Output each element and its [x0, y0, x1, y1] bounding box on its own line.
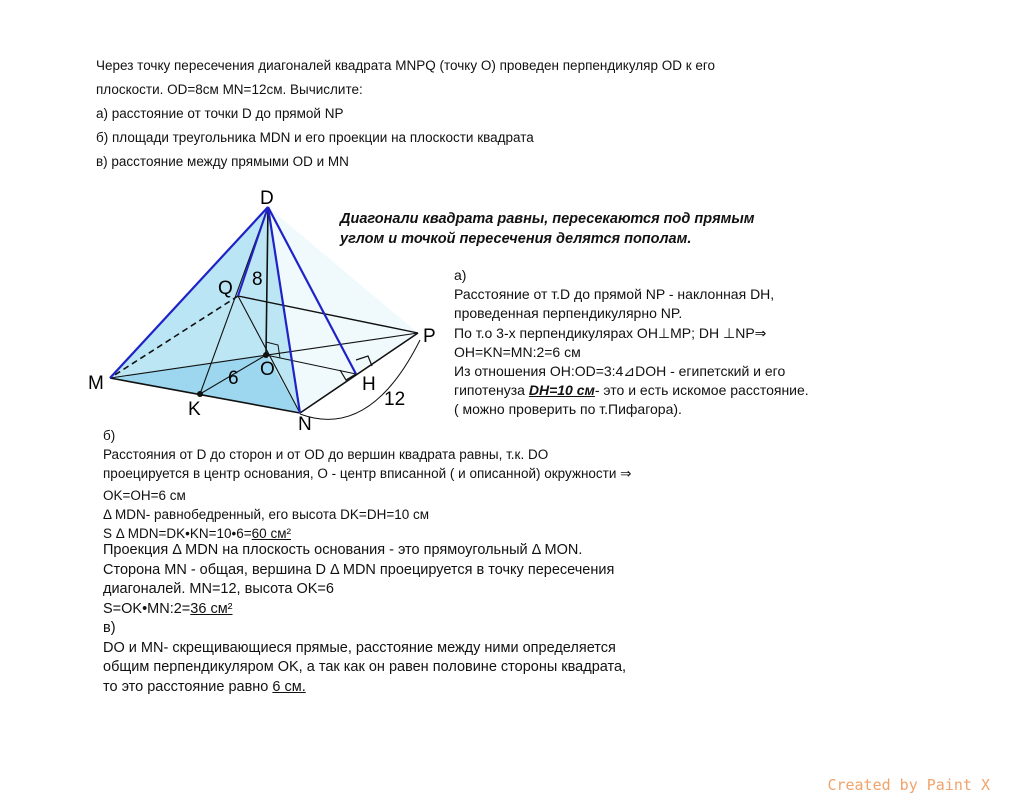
- problem-line: б) площади треугольника MDN и его проекции на плоскости квадрата: [96, 130, 534, 145]
- part-a-line: По т.о 3-х перпендикулярах OH⊥MP; DH ⊥NP⇒: [454, 324, 767, 341]
- problem-line: а) расстояние от точки D до прямой NP: [96, 106, 344, 121]
- part-b-line: Сторона MN - общая, вершина D Δ MDN проецируется в точку пересечения: [103, 561, 615, 578]
- problem-line: в) расстояние между прямыми OD и MN: [96, 154, 349, 169]
- part-b-proj-line: S=OK•MN:2=36 см²: [103, 600, 233, 617]
- part-c-line: общим перпендикуляром OK, а так как он равен половине стороны квадрата,: [103, 659, 627, 675]
- label-h: H: [362, 374, 376, 395]
- part-b-line: Расстояния от D до сторон и от OD до вершин квадрата равны, т.к. DO: [103, 447, 549, 462]
- part-b-line: OK=OH=6 см: [103, 488, 186, 503]
- label-p: P: [423, 326, 436, 347]
- part-b-line: проецируется в центр основания, О - центр вписанной ( и описанной) окружности ⇒: [103, 466, 632, 481]
- part-b-line: Проекция Δ MDN на плоскость основания - это прямоугольный Δ MON.: [103, 542, 583, 558]
- point-o: [263, 352, 269, 358]
- label-k: K: [188, 399, 201, 420]
- part-c-answer-line: то это расстояние равно 6 см.: [103, 678, 306, 695]
- label-n: N: [298, 414, 312, 430]
- solution-part-b-calc: [103, 486, 429, 543]
- solution-part-b-projection: [103, 541, 626, 697]
- part-b-line: Δ MDN- равнобедренный, его высота DK=DH=10 см: [103, 507, 429, 522]
- part-a-line: ( можно проверить по т.Пифагора).: [454, 401, 682, 418]
- label-m: M: [88, 373, 104, 394]
- label-np-length: 12: [384, 389, 406, 410]
- answer-area-mon: 36 см²: [190, 600, 233, 617]
- label-od-length: 8: [252, 269, 263, 290]
- part-b-line: диагоналей. MN=12, высота OK=6: [103, 581, 334, 597]
- part-c-line: DO и MN- скрещивающиеся прямые, расстояние между ними определяется: [103, 639, 616, 656]
- answer-distance: 6 см.: [272, 678, 306, 695]
- diagonal-property-note: [340, 209, 810, 249]
- label-o: O: [260, 359, 275, 380]
- part-a-line: OH=KN=MN:2=6 см: [454, 343, 581, 360]
- part-a-line: проведенная перпендикулярно NP.: [454, 305, 683, 322]
- label-d: D: [260, 188, 274, 209]
- part-a-line: Расстояние от т.D до прямой NP - наклонная DH,: [454, 286, 775, 303]
- watermark: Created by Paint X: [827, 776, 990, 794]
- part-b-line: б): [103, 428, 116, 443]
- problem-statement: [96, 54, 715, 174]
- problem-line: плоскости. OD=8см MN=12см. Вычислите:: [96, 82, 363, 97]
- part-a-line: Из отношения OH:OD=3:4⊿DOH - египетский и его: [454, 363, 786, 380]
- part-c-line: в): [103, 620, 116, 636]
- answer-dh: DH=10 см: [528, 382, 595, 399]
- solution-part-b-intro: [103, 426, 631, 483]
- theorem-line: углом и точкой пересечения делятся пополам.: [340, 231, 692, 247]
- label-q: Q: [218, 278, 233, 299]
- part-a-line: а): [454, 267, 467, 283]
- solution-part-a: [454, 266, 809, 420]
- point-k: [197, 391, 203, 397]
- answer-area-mdn: 60 см²: [251, 526, 291, 541]
- part-a-hypotenuse-line: гипотенуза DH=10 см- это и есть искомое расстояние.: [454, 382, 809, 399]
- theorem-line: Диагонали квадрата равны, пересекаются под прямым: [340, 211, 755, 227]
- label-ok-length: 6: [228, 368, 239, 389]
- problem-line: Через точку пересечения диагоналей квадрата MNPQ (точку О) проведен перпендикуляр OD к его: [96, 58, 716, 73]
- part-b-area-line: S Δ MDN=DK•KN=10•6=60 см²: [103, 526, 291, 541]
